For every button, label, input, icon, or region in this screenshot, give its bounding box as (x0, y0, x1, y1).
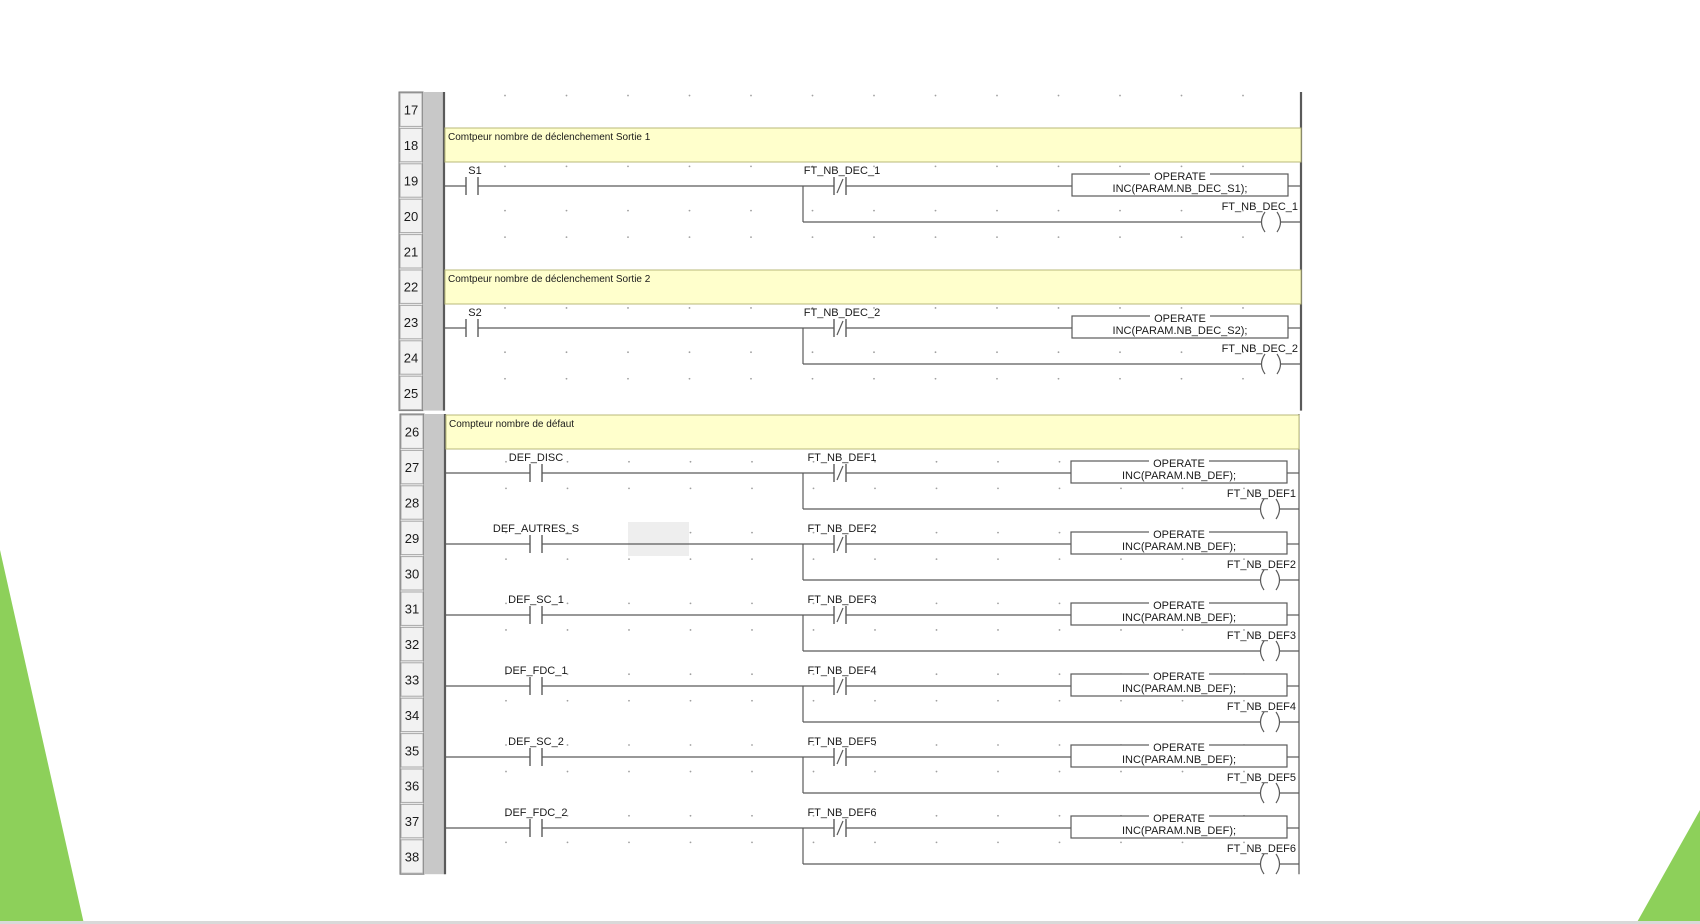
grid-dot (750, 307, 752, 309)
grid-dot (504, 210, 506, 212)
coil-right-arc (1276, 854, 1280, 874)
coil-left-arc (1261, 712, 1265, 732)
row-number: 21 (403, 244, 419, 260)
grid-dot (690, 841, 692, 843)
row-number: 22 (403, 279, 419, 295)
coil-right-arc (1276, 641, 1280, 661)
grid-dot (1181, 95, 1183, 97)
grid-dot (505, 602, 507, 604)
grid-dot (936, 558, 938, 560)
operate-text: INC(PARAM.NB_DEF); (1121, 470, 1237, 482)
coil-right-arc (1277, 354, 1281, 374)
grid-dot (690, 700, 692, 702)
grid-dot (751, 841, 753, 843)
grid-dot (936, 700, 938, 702)
row-number: 25 (403, 385, 419, 401)
grid-dot (751, 461, 753, 463)
row-number: 35 (404, 743, 420, 759)
grid-dot (1181, 210, 1183, 212)
coil-label: FT_NB_DEF3 (1226, 630, 1296, 642)
nc-contact-label: FT_NB_DEC_1 (803, 165, 881, 177)
grid-dot (690, 602, 692, 604)
coil-label: FT_NB_DEC_1 (1221, 201, 1298, 213)
grid-dot (936, 815, 938, 817)
gray-gutter (424, 414, 445, 874)
row-number: 29 (404, 530, 420, 546)
operate-text: INC(PARAM.NB_DEC_S1); (1112, 183, 1248, 195)
grid-dot (1059, 673, 1061, 675)
grid-dot (1182, 558, 1184, 560)
grid-dot (1059, 487, 1061, 489)
grid-dot (874, 558, 876, 560)
grid-dot (690, 487, 692, 489)
coil-right-arc (1276, 712, 1280, 732)
grid-dot (1058, 95, 1060, 97)
coil-left-arc (1262, 212, 1266, 232)
grid-dot (690, 461, 692, 463)
grid-dot (567, 771, 569, 773)
grid-dot (1242, 378, 1244, 380)
operate-text: INC(PARAM.NB_DEC_S2); (1112, 325, 1248, 337)
grid-dot (566, 165, 568, 167)
grid-dot (935, 351, 937, 353)
grid-dot (690, 673, 692, 675)
grid-dot (874, 487, 876, 489)
grid-dot (505, 744, 507, 746)
row-number: 18 (403, 138, 419, 154)
grid-dot (504, 307, 506, 309)
grid-dot (627, 307, 629, 309)
grid-dot (689, 378, 691, 380)
grid-dot (628, 700, 630, 702)
grid-dot (1120, 629, 1122, 631)
coil-right-arc (1276, 783, 1280, 803)
row-number: 24 (403, 350, 419, 366)
grid-dot (689, 236, 691, 238)
contact-label: DEF_FDC_2 (504, 807, 568, 819)
grid-dot (874, 841, 876, 843)
grid-dot (750, 95, 752, 97)
grid-dot (813, 841, 815, 843)
grid-dot (873, 378, 875, 380)
coil-right-arc (1276, 570, 1280, 590)
grid-dot (628, 841, 630, 843)
grid-dot (690, 532, 692, 534)
grid-dot (751, 602, 753, 604)
operate-text: INC(PARAM.NB_DEF); (1121, 612, 1237, 624)
row-number: 23 (403, 315, 419, 331)
grid-dot (505, 558, 507, 560)
grid-dot (996, 351, 998, 353)
grid-dot (566, 210, 568, 212)
grid-dot (1120, 558, 1122, 560)
coil-label: FT_NB_DEF5 (1226, 772, 1296, 784)
grid-dot (1181, 236, 1183, 238)
gray-gutter (423, 92, 444, 411)
grid-dot (812, 236, 814, 238)
grid-dot (504, 165, 506, 167)
coil-label: FT_NB_DEF6 (1226, 843, 1296, 855)
grid-dot (813, 629, 815, 631)
grid-dot (690, 815, 692, 817)
grid-dot (505, 461, 507, 463)
grid-dot (751, 815, 753, 817)
coil-left-arc (1261, 641, 1265, 661)
grid-dot (567, 487, 569, 489)
grid-dot (567, 602, 569, 604)
grid-dot (566, 95, 568, 97)
grid-dot (751, 629, 753, 631)
nc-contact-slash (837, 608, 843, 622)
grid-dot (628, 629, 630, 631)
grid-dot (812, 210, 814, 212)
grid-dot (1120, 841, 1122, 843)
coil-right-arc (1277, 212, 1281, 232)
grid-dot (567, 558, 569, 560)
grid-dot (1181, 378, 1183, 380)
grid-dot (627, 95, 629, 97)
operate-text: INC(PARAM.NB_DEF); (1121, 683, 1237, 695)
contact-label: DEF_FDC_1 (504, 665, 568, 677)
grid-dot (1058, 210, 1060, 212)
grid-dot (1119, 236, 1121, 238)
grid-dot (997, 815, 999, 817)
operate-title: OPERATE (1153, 458, 1205, 470)
ladder-section-2 (400, 414, 1299, 874)
grid-dot (1181, 165, 1183, 167)
grid-dot (935, 210, 937, 212)
row-number: 30 (404, 566, 420, 582)
nc-contact-label: FT_NB_DEF2 (807, 523, 877, 535)
grid-dot (813, 771, 815, 773)
grid-dot (627, 210, 629, 212)
grid-dot (628, 602, 630, 604)
grid-dot (812, 351, 814, 353)
grid-dot (1059, 602, 1061, 604)
grid-dot (566, 351, 568, 353)
grid-dot (567, 629, 569, 631)
grid-dot (627, 351, 629, 353)
grid-dot (935, 165, 937, 167)
grid-dot (813, 487, 815, 489)
grid-dot (690, 629, 692, 631)
row-number: 31 (404, 601, 420, 617)
coil-left-arc (1261, 570, 1265, 590)
grid-dot (628, 558, 630, 560)
grid-dot (1059, 700, 1061, 702)
row-number: 20 (403, 208, 419, 224)
grid-dot (935, 95, 937, 97)
row-number: 34 (404, 707, 420, 723)
grid-dot (504, 236, 506, 238)
grid-dot (936, 487, 938, 489)
grid-dot (935, 307, 937, 309)
grid-dot (751, 771, 753, 773)
grid-dot (504, 95, 506, 97)
grid-dot (1058, 378, 1060, 380)
grid-dot (1058, 351, 1060, 353)
grid-dot (936, 461, 938, 463)
grid-dot (936, 629, 938, 631)
grid-dot (689, 210, 691, 212)
operate-text: INC(PARAM.NB_DEF); (1121, 825, 1237, 837)
grid-dot (1181, 351, 1183, 353)
grid-dot (1059, 532, 1061, 534)
grid-dot (996, 95, 998, 97)
grid-dot (936, 841, 938, 843)
grid-dot (567, 700, 569, 702)
grid-dot (750, 236, 752, 238)
grid-dot (566, 236, 568, 238)
grid-dot (1242, 236, 1244, 238)
grid-dot (1182, 771, 1184, 773)
coil-left-arc (1262, 354, 1266, 374)
grid-dot (996, 378, 998, 380)
grid-dot (751, 673, 753, 675)
operate-title: OPERATE (1153, 813, 1205, 825)
grid-dot (1059, 629, 1061, 631)
grid-dot (690, 744, 692, 746)
grid-dot (505, 700, 507, 702)
coil-label: FT_NB_DEC_2 (1221, 343, 1298, 355)
grid-dot (505, 841, 507, 843)
nc-contact-label: FT_NB_DEF6 (807, 807, 877, 819)
contact-label: DEF_DISC (508, 452, 564, 464)
ladder-section-1 (399, 92, 1301, 411)
grid-dot (997, 673, 999, 675)
grid-dot (627, 378, 629, 380)
grid-dot (935, 236, 937, 238)
grid-dot (997, 629, 999, 631)
grid-dot (627, 236, 629, 238)
grid-dot (505, 629, 507, 631)
grid-dot (1181, 307, 1183, 309)
nc-contact-label: FT_NB_DEF3 (807, 594, 877, 606)
grid-dot (1242, 165, 1244, 167)
grid-dot (1119, 307, 1121, 309)
grid-dot (1058, 236, 1060, 238)
row-number: 19 (403, 173, 419, 189)
grid-dot (567, 841, 569, 843)
operate-title: OPERATE (1154, 171, 1206, 183)
selection-highlight (628, 522, 689, 556)
grid-dot (936, 602, 938, 604)
grid-dot (996, 307, 998, 309)
nc-contact-slash (837, 179, 843, 193)
grid-dot (751, 487, 753, 489)
grid-dot (689, 351, 691, 353)
row-number: 26 (404, 424, 420, 440)
coil-right-arc (1276, 499, 1280, 519)
coil-left-arc (1261, 783, 1265, 803)
grid-dot (936, 771, 938, 773)
grid-dot (689, 95, 691, 97)
grid-dot (1119, 378, 1121, 380)
grid-dot (936, 673, 938, 675)
grid-dot (874, 629, 876, 631)
grid-dot (567, 461, 569, 463)
grid-dot (873, 351, 875, 353)
grid-dot (1059, 744, 1061, 746)
grid-dot (628, 815, 630, 817)
nc-contact-slash (837, 466, 843, 480)
row-number: 32 (404, 637, 420, 653)
grid-dot (1182, 629, 1184, 631)
coil-label: FT_NB_DEF2 (1226, 559, 1296, 571)
grid-dot (936, 532, 938, 534)
grid-dot (1059, 815, 1061, 817)
operate-title: OPERATE (1153, 671, 1205, 683)
grid-dot (750, 351, 752, 353)
grid-dot (1058, 165, 1060, 167)
grid-dot (690, 558, 692, 560)
contact-label: S2 (468, 307, 482, 319)
contact-label: DEF_AUTRES_S (492, 523, 580, 535)
nc-contact-label: FT_NB_DEC_2 (803, 307, 881, 319)
grid-dot (997, 744, 999, 746)
operate-title: OPERATE (1153, 742, 1205, 754)
contact-label: DEF_SC_1 (508, 594, 564, 606)
nc-contact-slash (837, 821, 843, 835)
contact-label: DEF_SC_2 (508, 736, 564, 748)
grid-dot (997, 532, 999, 534)
grid-dot (996, 165, 998, 167)
grid-dot (1119, 351, 1121, 353)
grid-dot (1058, 307, 1060, 309)
grid-dot (1059, 771, 1061, 773)
operate-title: OPERATE (1153, 529, 1205, 541)
grid-dot (566, 307, 568, 309)
comment-text: Compteur nombre de défaut (449, 419, 575, 430)
coil-left-arc (1261, 499, 1265, 519)
grid-dot (812, 95, 814, 97)
green-accent-left (0, 550, 84, 924)
grid-dot (750, 165, 752, 167)
grid-dot (628, 771, 630, 773)
grid-dot (750, 378, 752, 380)
grid-dot (1182, 700, 1184, 702)
grid-dot (997, 558, 999, 560)
nc-contact-slash (837, 750, 843, 764)
nc-contact-label: FT_NB_DEF1 (807, 452, 877, 464)
grid-dot (505, 487, 507, 489)
grid-dot (873, 210, 875, 212)
grid-dot (567, 744, 569, 746)
grid-dot (1059, 461, 1061, 463)
comment-text: Comtpeur nombre de déclenchement Sortie 1 (448, 132, 651, 143)
grid-dot (935, 378, 937, 380)
operate-title: OPERATE (1154, 313, 1206, 325)
grid-dot (874, 771, 876, 773)
grid-dot (1059, 841, 1061, 843)
grid-dot (1182, 487, 1184, 489)
grid-dot (936, 744, 938, 746)
grid-dot (1242, 307, 1244, 309)
grid-dot (689, 165, 691, 167)
grid-dot (750, 210, 752, 212)
grid-dot (996, 210, 998, 212)
grid-dot (997, 487, 999, 489)
row-number: 36 (404, 778, 420, 794)
nc-contact-label: FT_NB_DEF4 (807, 665, 877, 677)
grid-dot (812, 378, 814, 380)
grid-dot (813, 558, 815, 560)
grid-dot (566, 378, 568, 380)
grid-dot (997, 841, 999, 843)
row-number: 33 (404, 672, 420, 688)
contact-label: S1 (468, 165, 482, 177)
grid-dot (1119, 165, 1121, 167)
grid-dot (997, 771, 999, 773)
grid-dot (1059, 558, 1061, 560)
grid-dot (1120, 771, 1122, 773)
operate-text: INC(PARAM.NB_DEF); (1121, 541, 1237, 553)
grid-dot (628, 744, 630, 746)
grid-dot (628, 461, 630, 463)
row-number: 27 (404, 460, 420, 476)
grid-dot (997, 602, 999, 604)
grid-dot (996, 236, 998, 238)
grid-dot (751, 700, 753, 702)
grid-dot (1242, 95, 1244, 97)
grid-dot (504, 351, 506, 353)
grid-dot (689, 307, 691, 309)
grid-dot (1119, 210, 1121, 212)
grid-dot (874, 700, 876, 702)
grid-dot (1120, 700, 1122, 702)
nc-contact-slash (837, 537, 843, 551)
grid-dot (690, 771, 692, 773)
grid-dot (997, 461, 999, 463)
grid-dot (627, 165, 629, 167)
green-accent-right (1636, 810, 1700, 924)
nc-contact-slash (837, 321, 843, 335)
grid-dot (997, 700, 999, 702)
row-number: 38 (404, 849, 420, 865)
coil-label: FT_NB_DEF4 (1226, 701, 1296, 713)
nc-contact-label: FT_NB_DEF5 (807, 736, 877, 748)
grid-dot (505, 771, 507, 773)
grid-dot (873, 236, 875, 238)
grid-dot (1120, 487, 1122, 489)
operate-text: INC(PARAM.NB_DEF); (1121, 754, 1237, 766)
coil-left-arc (1261, 854, 1265, 874)
grid-dot (873, 95, 875, 97)
comment-text: Comtpeur nombre de déclenchement Sortie 2 (448, 274, 651, 285)
row-number: 37 (404, 814, 420, 830)
grid-dot (628, 673, 630, 675)
operate-title: OPERATE (1153, 600, 1205, 612)
grid-dot (751, 558, 753, 560)
row-number: 17 (403, 102, 419, 118)
grid-dot (1119, 95, 1121, 97)
grid-dot (813, 700, 815, 702)
nc-contact-slash (837, 679, 843, 693)
row-number: 28 (404, 495, 420, 511)
grid-dot (504, 378, 506, 380)
grid-dot (1182, 841, 1184, 843)
grid-dot (628, 487, 630, 489)
grid-dot (751, 744, 753, 746)
grid-dot (751, 532, 753, 534)
coil-label: FT_NB_DEF1 (1226, 488, 1296, 500)
